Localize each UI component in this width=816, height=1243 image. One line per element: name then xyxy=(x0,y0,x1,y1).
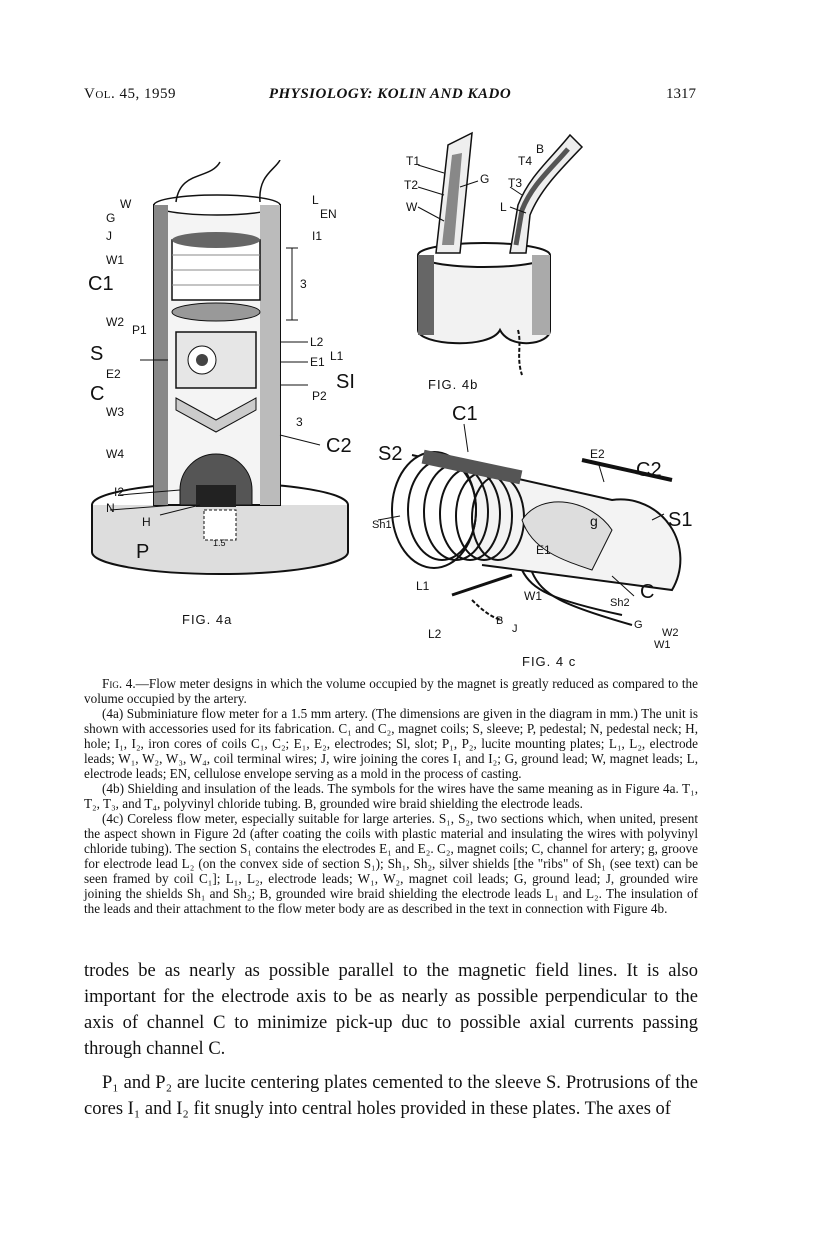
figure-4a-drawing xyxy=(80,160,380,650)
figure-4b xyxy=(400,125,600,395)
fig4c-label: C2 xyxy=(636,459,662,481)
body-paragraph: P₁ and P₂ are lucite centering plates cemented to the sleeve S. Protrusions of the cores I₁ and I₂ fit snugly into central holes provided in these plates. The axes of xyxy=(84,1073,698,1119)
fig4a-label: P2 xyxy=(312,389,327,403)
caption-main xyxy=(84,676,698,706)
fig4a-label: E2 xyxy=(106,367,121,381)
fig4a-label: W4 xyxy=(106,447,124,461)
fig4a-label: SI xyxy=(336,371,355,393)
fig4b-title: FIG. 4b xyxy=(428,377,479,392)
fig4c-label: C1 xyxy=(452,403,478,425)
fig4a-label: I2 xyxy=(114,485,125,499)
running-title: PHYSIOLOGY: KOLIN AND KADO xyxy=(268,86,512,102)
fig4a-label: EN xyxy=(320,207,337,221)
figure-4c-drawing xyxy=(372,400,702,670)
fig4c-label: W1 xyxy=(524,589,542,603)
figure-4c xyxy=(372,400,702,670)
fig4b-label: B xyxy=(536,142,545,156)
fig4b-label: G xyxy=(480,172,490,186)
fig4a-label: 1.5 xyxy=(213,538,226,548)
fig4c-label: g xyxy=(590,513,598,529)
caption-4a: (4a) Subminiature flow meter for a 1.5 mm artery. (The dimensions are given in the diagram in mm.) The unit is shown with accessories used for its fabrication. C₁ and C₂, magnet coils; S, sleeve; P, pedestal; N, pedestal neck; H, hole; I₁, I₂, iron cores of coils C₁, C₂; E₁, E₂, electrodes; Sl, slot; P₁, P₂, lucite mounting plates; L₁, L₂, electrode leads; W₁, W₂, W₃, W₄, coil terminal wires; J, wire joining the cores I₁ and I₂; G, ground lead; W, magnet leads; L, electrode leads; EN, cellulose envelope serving as a mold in the process of casting. xyxy=(84,706,698,781)
fig4a-label: G xyxy=(106,211,116,225)
fig4a-label: S xyxy=(90,343,104,365)
fig4b-label: T4 xyxy=(518,154,533,168)
fig4c-label: B xyxy=(496,615,504,627)
fig4a-label: W3 xyxy=(106,405,124,419)
fig4c-label: G xyxy=(634,619,643,631)
fig4a-label: H xyxy=(142,515,151,529)
fig4a-label: 3 xyxy=(300,277,307,291)
caption-4c: (4c) Coreless flow meter, especially suitable for large arteries. S₁, S₂, two sections which, when united, present the aspect shown in Figure 2d (after coating the coils with plastic material and insulating the wires with polyvinyl chloride tubing). The section S₁ contains the electrodes E₁ and E₂. C₂, magnet coils; C, channel for artery; g, groove for electrode lead L₂ (on the convex side of section S₁); Sh₁, Sh₂, silver shields [the "ribs" of Sh₁ (see text) can be seen framed by coil C₁]; L₁, L₂, electrode leads; W₁, W₂, magnet coil leads; G, ground lead; J, grounded wire joining the shields Sh₁ and Sh₂; B, grounded wire braid shielding the electrode leads L₁ and L₂. The insulation of the leads and their attachment to the flow meter body are as described in the text in connection with Figure 4b. xyxy=(84,811,698,916)
fig4c-label: E2 xyxy=(590,447,605,461)
fig4c-label: Sh1 xyxy=(372,519,392,531)
fig4a-label: P1 xyxy=(132,323,147,337)
fig4a-label: C1 xyxy=(88,273,114,295)
fig4b-label: L xyxy=(500,200,507,214)
fig4c-title: FIG. 4 c xyxy=(522,654,577,669)
volume-year: Vol. 45, 1959 xyxy=(84,86,176,102)
fig4a-label: P xyxy=(136,541,150,563)
page-number: 1317 xyxy=(666,86,696,102)
running-header xyxy=(84,86,696,108)
caption-4b: (4b) Shielding and insulation of the leads. The symbols for the wires have the same meaning as in Figure 4a. T₁, T₂, T₃, and T₄, polyvinyl chloride tubing. B, grounded wire braid shielding the electrode leads. xyxy=(84,781,698,811)
fig4c-label: W1 xyxy=(654,639,671,651)
fig4b-label: T2 xyxy=(404,178,419,192)
fig4c-label: L1 xyxy=(416,579,430,593)
fig4b-label: T3 xyxy=(508,176,523,190)
fig4b-label: W xyxy=(406,200,418,214)
fig4a-label: C xyxy=(90,383,105,405)
figure-caption xyxy=(84,676,698,916)
fig4a-label: C2 xyxy=(326,435,352,457)
fig4a-label: L2 xyxy=(310,335,324,349)
body-text xyxy=(84,958,698,1130)
fig4a-label: L1 xyxy=(330,349,344,363)
caption-main-text: —Flow meter designs in which the volume occupied by the magnet is greatly reduced as compared to the volume occupied by the artery. xyxy=(84,676,698,706)
fig4c-label: S1 xyxy=(668,509,693,531)
fig4a-label: N xyxy=(106,501,115,515)
fig4b-label: T1 xyxy=(406,154,421,168)
fig4a-label: L xyxy=(312,193,319,207)
fig4a-label: 3 xyxy=(296,415,303,429)
fig4c-label: S2 xyxy=(378,443,403,465)
body-paragraph: trodes be as nearly as possible parallel to the magnetic field lines. It is also important for the electrode axis to be as nearly as possible perpendicular to the axis of channel C to minimize pick-up duc to possible axial currents passing through channel C. xyxy=(84,961,698,1059)
fig4a-label: I1 xyxy=(312,229,323,243)
figure-4a xyxy=(80,160,380,650)
fig4a-title: FIG. 4a xyxy=(182,612,233,627)
fig4c-label: Sh2 xyxy=(610,597,630,609)
fig4c-label: J xyxy=(512,623,518,635)
fig4c-label: W2 xyxy=(662,627,679,639)
caption-figure-label: Fig. 4. xyxy=(102,676,136,691)
fig4a-label: E1 xyxy=(310,355,325,369)
fig4a-label: W1 xyxy=(106,253,124,267)
fig4a-label: W2 xyxy=(106,315,124,329)
fig4a-label: J xyxy=(106,229,112,243)
fig4c-label: C xyxy=(640,581,655,603)
fig4c-label: L2 xyxy=(428,627,442,641)
fig4a-label: W xyxy=(120,197,132,211)
figure-4b-drawing xyxy=(400,125,600,395)
fig4c-label: E1 xyxy=(536,543,551,557)
